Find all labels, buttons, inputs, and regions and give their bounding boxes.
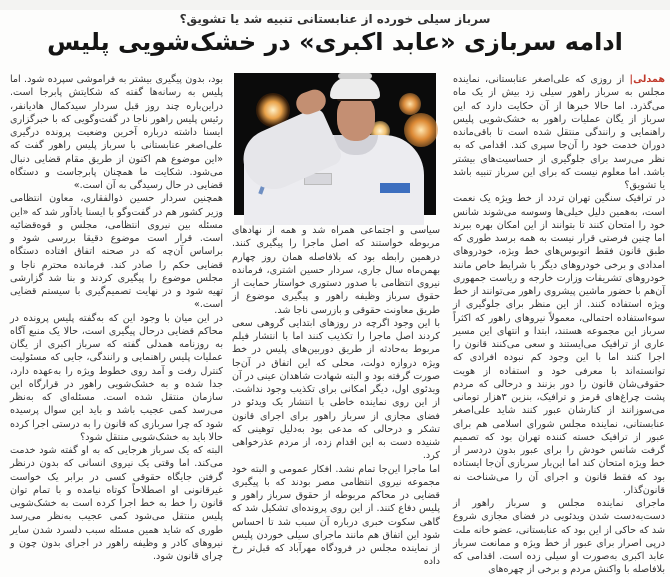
- article-kicker: سرباز سیلی خورده از عنابستانی تنبیه شد یا تشویق؟: [179, 12, 491, 26]
- article-column-left: [10, 73, 223, 562]
- top-band: [0, 0, 670, 10]
- article-photo: [234, 73, 436, 215]
- source-label: همدلی: [633, 74, 665, 85]
- police-cap: [330, 77, 380, 99]
- bokeh-light: [399, 93, 421, 115]
- saluting-hand: [293, 87, 329, 118]
- soldier-face: [337, 95, 375, 141]
- paragraph: با این وجود اگرچه در روزهای ابتدایی گروهی سعی کردند اصل ماجرا را تکذیب کنند اما با انتشار فیلم مربوط به‌حادثه از طریق دوربین‌های پلیس در خط ویژه دروازه دولت، محلی که این اتفاق در آن‌جا صورت گرفته بود و البته شهادت شاهدان عینی در آن ویدئوی اول، دیگر امکانی برای تکذیب وجود نداشت. از این روی نماینده خاطی با انتشار یک ویدئو در فضای مجازی از سرباز راهور برای اجرای قانون تشکر و درحالی که مدعی بود به‌دلیل توهینی که شنیده دست به این اقدام زده، از مردم عذرخواهی کرد.: [232, 317, 440, 462]
- police-badge: [380, 183, 410, 193]
- paragraph: بود، بدون پیگیری بیشتر به فراموشی سپرده شود. اما پلیس به رسانه‌ها گفته که شکایتش پابرجا است. دراین‌باره چند روز قبل سردار سیدکمال هادیانفر، رئیس پلیس راهور ناجا در گفت‌وگویی که با خبرگزاری ایسنا داشته درباره آخرین وضعیت پرونده درگیری علی‌اصغر عنابستانی با سرباز پلیس راهور گفت که «این موضوع هم اکنون از طریق مقام قضایی دنبال می‌شود. شکایت ما همچنان پابرجاست و دستگاه قضایی در حال رسیدگی به آن است.»: [10, 74, 223, 191]
- source-separator: |: [629, 74, 634, 85]
- article-headline: ادامه سربازی «عابد اکبری» در خشک‌شویی پلیس: [47, 28, 623, 56]
- paragraph: ماجرای نماینده مجلس و سرباز راهور از دست‌به‌دست شدن ویدئویی در فضای مجازی شروع شد که حاکی از این بود که عنابستانی، عضو خانه ملت درپی اصرار برای عبور از خط ویژه و ممانعت سرباز عابد اکبری به‌صورت او سیلی زده است. اقدامی که بلافاصله با واکنش مردم و برخی از چهره‌های: [453, 498, 665, 576]
- cap-band: [338, 73, 372, 79]
- paragraph: البته که یک سرباز هرجایی که به او گفته شود خدمت می‌کند. اما وقتی یک نیروی انسانی که بدون درنظر گرفتن جایگاه حقوقی کسی در برابر یک خواست غیرقانونی او اصطلاحاً کوتاه نیامده و با تمام توان قانون را خط به خط اجرا کرده است به خشک‌شویی پلیس منتقل می‌شود کمی عجیب به‌نظر می‌رسد طوری که شاید همین مسئله سبب دلسرد شدن سایر نیروهای کادر و وظیفه راهور در اجرای بدون چون و چرای قانون شود.: [10, 445, 223, 562]
- paragraph: سیاسی و اجتماعی همراه شد و همه از نهادهای مربوطه خواستند که اصل ماجرا را پیگیری کنند. درهمین رابطه بود که بلافاصله همان روز چهارم بهمن‌ماه سال جاری، سردار حسین اشتری، فرمانده نیروی انتظامی با صدور دستوری خواستار حمایت از حقوق سرباز وظیفه راهور و پیگیری موضوع از طریق معاونت حقوقی و بازرسی ناجا شد.: [232, 225, 440, 316]
- bokeh-light: [404, 113, 438, 147]
- paragraph: همچنین سردار حسین ذوالفقاری، معاون انتظامی وزیر کشور هم در گفت‌وگو با ایسنا یادآور شد که «این مسئله بین نیروی انتظامی، مجلس و قوه‌قضائیه است. قرار است موضوع دقیقا بررسی شود و براساس آن‌چه که در صحنه اتفاق افتاده دستگاه قضایی حکم را صادر کند. فرمانده محترم ناجا و مجلس موضوع را پیگیری کردند و بنا شد گزارشی تهیه شود و در نهایت تصمیم‌گیری با سیستم قضایی است.»: [10, 193, 223, 311]
- paragraph-text: از روزی که علی‌اصغر عنابستانی، نماینده مجلس به سرباز راهور سیلی زد بیش از یک ماه می‌گذرد. اما حالا خبرها از آن حکایت دارد که این سرباز از یگان عملیات راهور به خشک‌شویی پلیس راهنمایی و رانندگی منتقل شده است تا باقی‌مانده دوران خدمت خود را آن‌جا سپری کند. اقدامی که به نظر می‌رسد برای جلوگیری از حساسیت‌های بیشتر باشد. اما معلوم نیست که برای این سرباز تنبیه باشد یا تشویق؟: [453, 74, 665, 191]
- article-column-right: [453, 73, 665, 576]
- paragraph: در ترافیک سنگین تهران تردد از خط ویژه یک نعمت است، به‌همین دلیل خیلی‌ها وسوسه می‌شوند شانس خود را امتحان کنند تا بتوانند از این امکان بهره ببرند اما چنین فرصتی قرار نیست به همه برسد طوری که طبق قانون فقط اتوبوس‌های خط ویژه، خودروهای امدادی و برخی خودروهای دیگر با شرایط خاص مانند خودروهای تشریفات وزارت خارجه و ریاست جمهوری آن‌هم با حضور ماشین پیشروی راهور می‌توانند از خط ویژه استفاده کنند. از این منظر برای جلوگیری از سوءاستفاده احتمالی، معمولاً نیروهای راهور که اکثراً سرباز این مجموعه هستند، ابتدا و انتهای این مسیر عاری از ترافیک می‌ایستند و سعی می‌کنند قانون را اجرا کنند اما با این وجود کم نبوده افرادی که توانسته‌اند با معرفی خود و استفاده از هویت حقوقی‌شان قانون را دور بزنند و درحالی که مردم پشت چراغ‌های قرمز و ترافیک، بنزین ۳هزار تومانی می‌سوزانند از کنارشان عبور کنند شاید علی‌اصغر عنابستانی، نماینده مجلس شورای اسلامی هم برای عبور از ترافیک خسته کننده تهران بود که تصمیم گرفت شانس خودش را برای عبور بدون دردسر از خط ویژه امتحان کند اما این‌بار سربازی آن‌جا ایستاده بود که فقط قانون و اجرای آن را می‌شناخت نه قانون‌گذار.: [453, 193, 665, 496]
- paragraph: [453, 73, 665, 192]
- paragraph: اما ماجرا این‌جا تمام نشد. افکار عمومی و البته خود مجموعه نیروی انتظامی مصر بودند که با پیگیری قضایی در محاکم مربوطه از حقوق سرباز راهور و پلیس دفاع کنند. از این روی پرونده‌ای تشکیل شد که گاهی سکوت خبری درباره آن سبب شد تا احساس شود این اتفاق هم مانند ماجرای سیلی خوردن پلیس از نماینده مجلس در فرودگاه مهرآباد که قبل‌تر رخ داده: [232, 463, 440, 568]
- paragraph: در این میان با وجود این که به‌گفته پلیس پرونده در محاکم قضایی درحال پیگیری است، حالا یک منبع آگاه به روزنامه همدلی گفته که سرباز اکبری از یگان عملیات پلیس راهنمایی و رانندگی، جایی که مسئولیت کنترل رفت و آمد روی خطوط ویژه را به‌عهده دارد، جدا شده و به خشک‌شویی راهور در قرارگاه این سازمان منتقل شده است. مسئله‌ای که به‌نظر می‌رسد کمی عجیب باشد و باید این سوال پرسیده شود که چرا سربازی که قانون را به درستی اجرا کرده حالا باید به خشک‌شویی منتقل شود؟: [10, 312, 223, 443]
- article-column-middle: [232, 224, 440, 568]
